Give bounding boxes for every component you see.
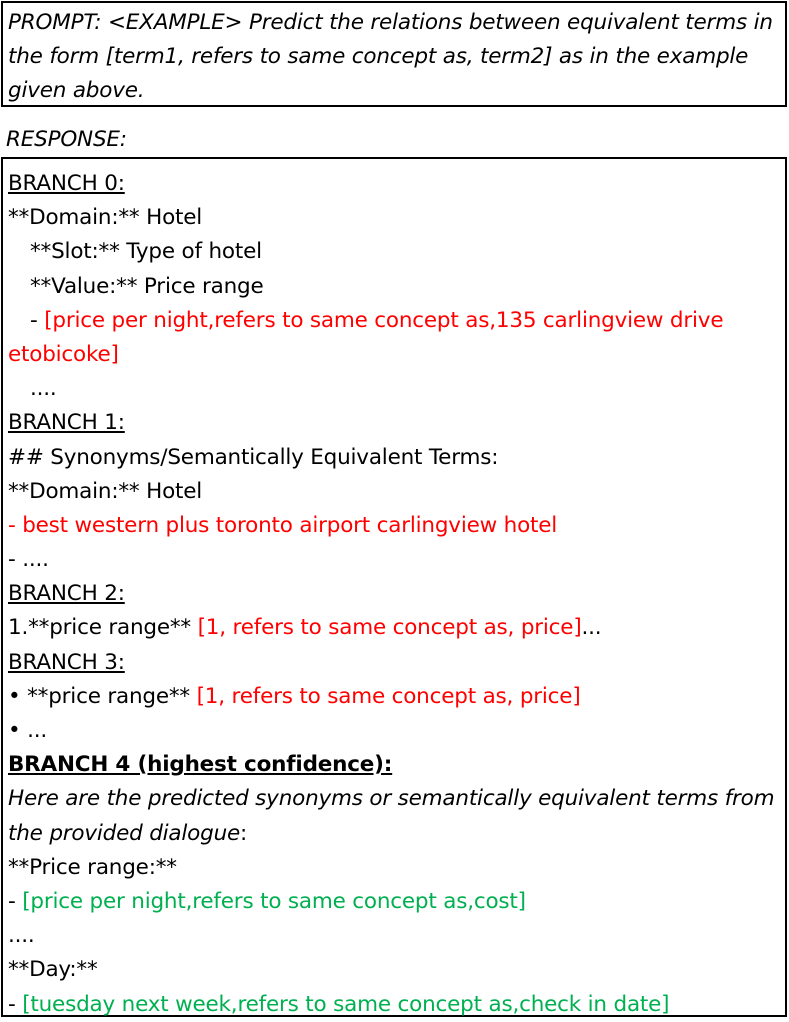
branch-2-item: [1, refers to same concept as, price] — [197, 615, 582, 641]
branch-0-item — [8, 304, 788, 372]
branch-2-item-line — [8, 611, 788, 645]
response-label: RESPONSE: — [6, 127, 127, 152]
branch-3-ellipsis: • ... — [8, 718, 48, 744]
branch-2-suffix: ... — [581, 615, 602, 641]
response-box — [1, 157, 787, 1017]
branch-4-intro-colon: : — [240, 820, 248, 846]
branch-4-day-label: **Day:** — [8, 957, 98, 983]
branch-4-header: BRANCH 4 (highest confidence): — [8, 752, 393, 778]
branch-1-item: - best western plus toronto airport carlingview hotel — [8, 512, 558, 538]
branch-4-price-line — [8, 885, 788, 919]
branch-1-domain: **Domain:** Hotel — [8, 478, 203, 504]
branch-3-item-line — [8, 680, 788, 714]
branch-3-header: BRANCH 3: — [8, 649, 125, 675]
branch-0-ellipsis: .... — [30, 376, 57, 402]
branch-4-ellipsis: .... — [8, 923, 35, 949]
branch-0-item-text: [price per night,refers to same concept as,135 carlingview drive etobicoke] — [8, 307, 724, 367]
prompt-box — [1, 1, 787, 107]
branch-4-price-item: [price per night,refers to same concept as,cost] — [22, 889, 526, 914]
branch-4-price-label: **Price range:** — [8, 854, 177, 880]
branch-0-header: BRANCH 0: — [8, 171, 125, 196]
branch-4-day-item: [tuesday next week,refers to same concept as,check in date] — [22, 991, 670, 1017]
branch-1-header: BRANCH 1: — [8, 410, 125, 436]
branch-0-item-prefix: - — [30, 307, 45, 333]
branch-4-intro-line — [8, 782, 788, 850]
branch-0-value: **Value:** Price range — [30, 273, 264, 299]
branch-4-intro: Here are the predicted synonyms or semantically equivalent terms from the provided dialogue — [8, 786, 775, 846]
branch-0-domain: **Domain:** Hotel — [8, 205, 203, 231]
branch-2-prefix: 1.**price range** — [8, 615, 198, 641]
branch-0-slot: **Slot:** Type of hotel — [30, 239, 262, 265]
branch-4-price-prefix: - — [8, 889, 23, 914]
prompt-text: PROMPT: <EXAMPLE> Predict the relations between equivalent terms in the form [term1, refers to same concept as, term2] as in the example given above. — [8, 10, 773, 103]
branch-1-ellipsis: - .... — [8, 547, 49, 573]
branch-3-item: [1, refers to same concept as, price] — [196, 683, 581, 709]
branch-2-header: BRANCH 2: — [8, 581, 125, 607]
branch-4-day-line — [8, 988, 788, 1022]
branch-4-day-prefix: - — [8, 991, 23, 1017]
branch-3-prefix: • **price range** — [8, 683, 197, 709]
branch-1-title: ## Synonyms/Semantically Equivalent Terms: — [8, 444, 499, 470]
